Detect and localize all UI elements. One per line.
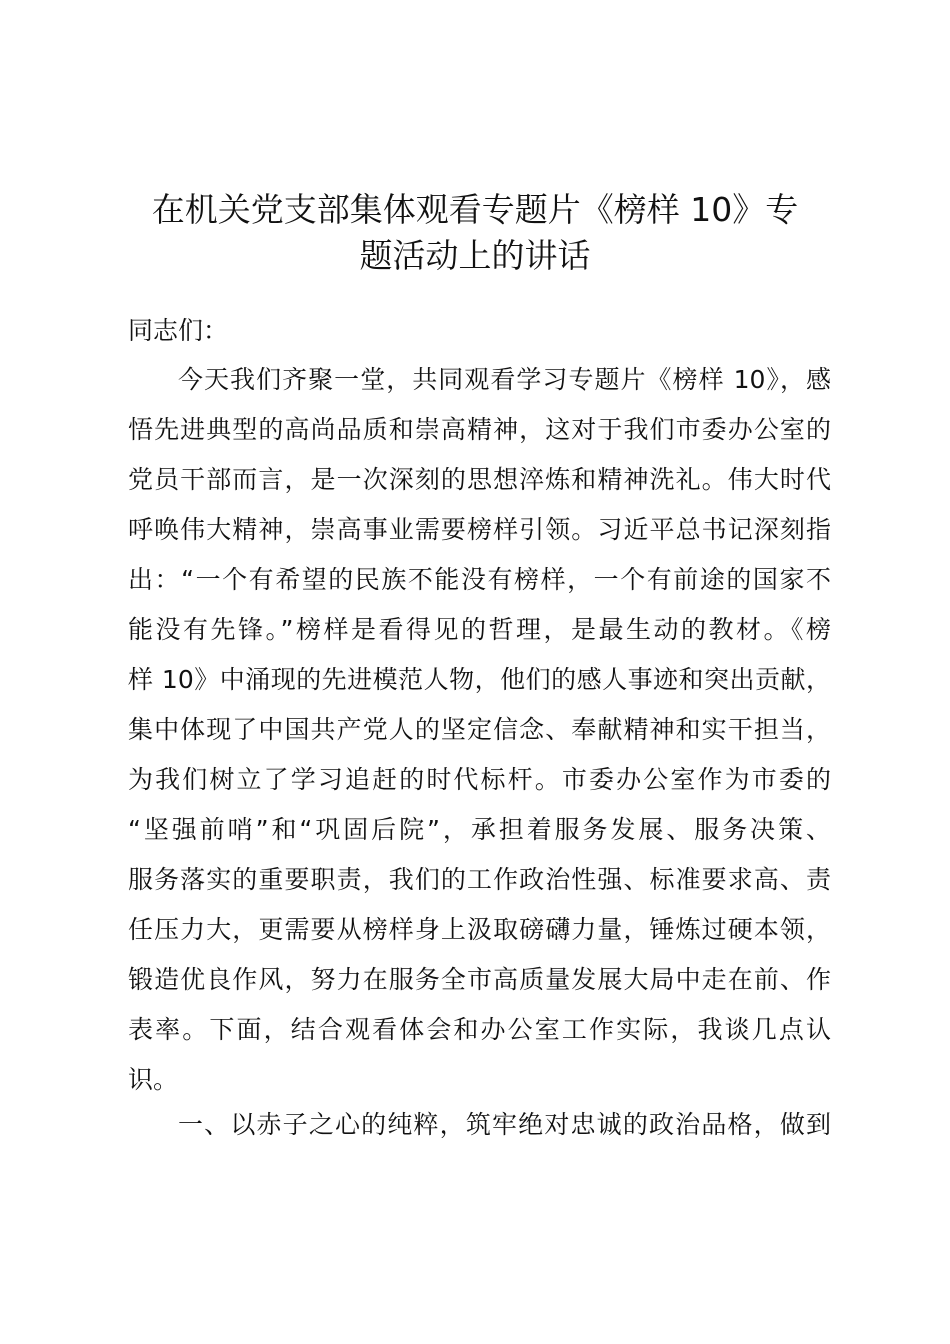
paragraph-line: 党员干部而言，是一次深刻的思想淬炼和精神洗礼。伟大时代 bbox=[128, 465, 831, 494]
paragraph-line: 锻造优良作风，努力在服务全市高质量发展大局中走在前、作 bbox=[128, 965, 831, 994]
salutation: 同志们： bbox=[128, 316, 229, 345]
paragraph-line: 悟先进典型的高尚品质和崇高精神，这对于我们市委办公室的 bbox=[128, 415, 831, 444]
paragraph-line: 今天我们齐聚一堂，共同观看学习专题片《榜样 10》，感 bbox=[178, 365, 831, 394]
paragraph-body bbox=[128, 363, 831, 1113]
paragraph-line: 样 10》中涌现的先进模范人物，他们的感人事迹和突出贡献， bbox=[128, 665, 831, 694]
paragraph-line: 呼唤伟大精神，崇高事业需要榜样引领。习近平总书记深刻指 bbox=[128, 515, 831, 544]
paragraph-line: 任压力大，更需要从榜样身上汲取磅礴力量，锤炼过硬本领， bbox=[128, 915, 831, 944]
document-title-line-1: 在机关党支部集体观看专题片《榜样 10》专 bbox=[151, 190, 799, 229]
paragraph-line: 服务落实的重要职责，我们的工作政治性强、标准要求高、责 bbox=[128, 865, 831, 894]
paragraph-line: 能没有先锋。”榜样是看得见的哲理，是最生动的教材。《榜 bbox=[128, 615, 831, 644]
paragraph-line: 表率。下面，结合观看体会和办公室工作实际，我谈几点认 bbox=[128, 1015, 831, 1044]
paragraph-line: 集中体现了中国共产党人的坚定信念、奉献精神和实干担当， bbox=[128, 715, 831, 744]
paragraph-line: “坚强前哨”和“巩固后院”，承担着服务发展、服务决策、 bbox=[128, 815, 831, 844]
paragraph-line: 出：“一个有希望的民族不能没有榜样，一个有前途的国家不 bbox=[128, 565, 831, 594]
section-heading: 一、以赤子之心的纯粹，筑牢绝对忠诚的政治品格，做到 bbox=[178, 1110, 831, 1139]
paragraph-line: 为我们树立了学习追赶的时代标杆。市委办公室作为市委的 bbox=[128, 765, 831, 794]
paragraph-line: 识。 bbox=[128, 1065, 179, 1094]
document-title-line-2: 题活动上的讲话 bbox=[359, 236, 591, 275]
